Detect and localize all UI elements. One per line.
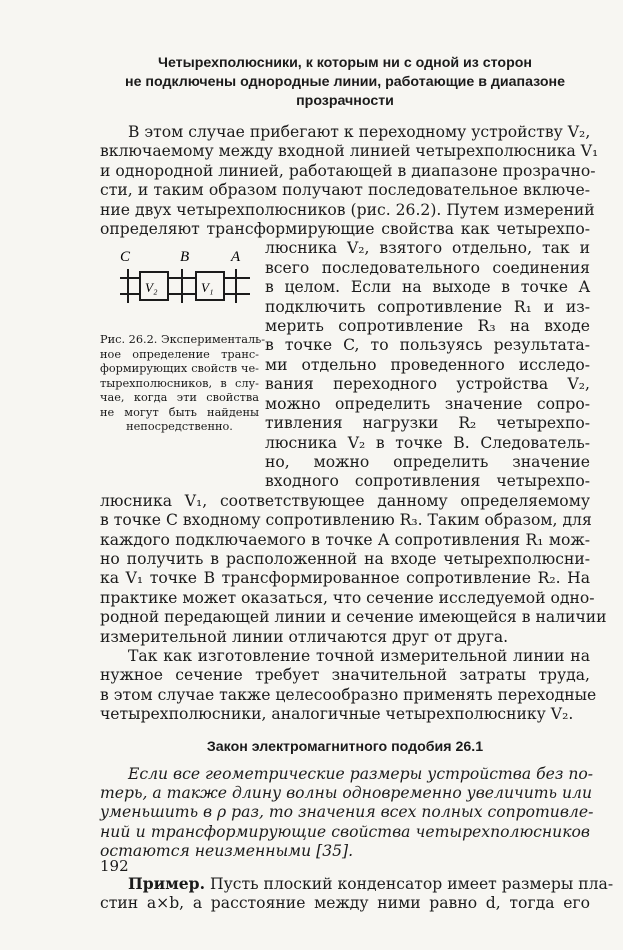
text-line: практике может оказаться, что сечение исследуемой одно-	[100, 588, 595, 607]
text-line: и однородной линией, работающей в диапазоне прозрачно-	[100, 161, 596, 180]
label-c: C	[120, 249, 131, 266]
text-line: вания переходного устройства V₂,	[265, 375, 590, 394]
label-b: B	[180, 249, 190, 266]
text-line: включаемому между входной линией четырехполюсника V₁	[100, 142, 599, 161]
text-line: Так как изготовление точной измерительной линии на	[128, 646, 590, 665]
text-line: Если все геометрические размеры устройства без по-	[128, 764, 594, 783]
figure-26-2	[100, 239, 265, 491]
text-line: в точке C, то пользуясь результата-	[265, 336, 590, 355]
label-v2: V₂	[145, 280, 158, 296]
text-line: остаются неизменными [35].	[100, 842, 354, 861]
text-line: люсника V₁, соответствующее данному определяемому	[100, 491, 590, 510]
text-line: ний и трансформирующие свойства четырехполюсников	[100, 822, 590, 841]
caption-line: тырехполюсников, в слу-	[100, 376, 259, 390]
section-heading	[100, 54, 590, 111]
text-line: сти, и таким образом получают последовательное включе-	[100, 181, 590, 200]
text-line: уменьшить в ρ раз, то значения всех полных сопротивле-	[100, 803, 594, 822]
text-line: ми отдельно проведенного исследо-	[265, 355, 590, 374]
caption-line: ное определение транс-	[100, 347, 259, 361]
example-text: Пусть плоский конденсатор имеет размеры пла-	[209, 874, 614, 893]
text-line: В этом случае прибегают к переходному устройству V₂,	[128, 123, 591, 141]
paragraph-1	[100, 123, 599, 239]
text-line: каждого подключаемого в точке A сопротивления R₁ мож-	[100, 530, 590, 549]
paragraph-1-end	[100, 491, 607, 647]
paragraph-1-wrap	[265, 239, 590, 491]
page-content	[100, 54, 614, 913]
text-line: подключить сопротивление R₁ и из-	[265, 297, 590, 316]
text-line: ние двух четырехполюсников (рис. 26.2). Путем измерений	[100, 200, 595, 219]
caption-line: не могут быть найдены	[100, 405, 259, 419]
caption-line: чае, когда эти свойства	[100, 391, 259, 405]
label-v1: V₁	[201, 280, 214, 296]
text-line: нужное сечение требует значительной затраты труда,	[100, 666, 590, 685]
wrapped-text	[265, 239, 590, 491]
circuit-diagram	[100, 239, 260, 329]
text-line	[100, 873, 614, 894]
label-a: A	[231, 249, 241, 266]
heading-line: не подключены однородные линии, работающие в диапазоне	[125, 74, 565, 90]
text-line: измерительной линии отличаются друг от друга.	[100, 627, 509, 646]
heading-line: прозрачности	[296, 93, 394, 109]
text-line: всего последовательного соединения	[265, 258, 590, 277]
example-label: Пример.	[128, 873, 205, 893]
text-line: в целом. Если на выходе в точке A	[265, 278, 590, 297]
text-line: тивления нагрузки R₂ четырехпо-	[265, 414, 590, 433]
text-line: в этом случае также целесообразно применять переходные	[100, 685, 597, 704]
heading-line: Четырехполюсники, к которым ни с одной из сторон	[157, 55, 532, 71]
text-line: ка V₁ точке B трансформированное сопротивление R₂. На	[100, 569, 590, 588]
example-paragraph	[100, 873, 614, 914]
text-line: стин a×b, а расстояние между ними равно d, тогда его	[100, 894, 590, 913]
law-statement	[100, 764, 594, 862]
text-line: люсника V₂, взятого отдельно, так и	[265, 239, 590, 258]
text-line: терь, а также длину волны одновременно увеличить или	[100, 784, 592, 802]
caption-line: непосредственно.	[126, 420, 233, 434]
text-line: входного сопротивления четырехпо-	[265, 472, 590, 491]
text-line: но, можно определить значение	[265, 452, 590, 471]
law-heading: Закон электромагнитного подобия 26.1	[206, 738, 484, 755]
text-line: четырехполюсники, аналогичные четырехполюснику V₂.	[100, 705, 574, 724]
caption-line: формирующих свойств че-	[100, 362, 259, 376]
text-line: люсника V₂ в точке B. Следователь-	[265, 433, 590, 452]
text-line: в точке C входному сопротивлению R₃. Таким образом, для	[100, 511, 592, 530]
text-line: можно определить значение сопро-	[265, 394, 590, 413]
caption-line: Рис. 26.2. Эксперименталь-	[100, 333, 266, 347]
text-line: определяют трансформирующие свойства как четырехпо-	[100, 220, 590, 239]
paragraph-2	[100, 646, 597, 725]
figure-caption	[100, 333, 265, 435]
page-number: 192	[100, 857, 129, 875]
text-line: мерить сопротивление R₃ на входе	[265, 317, 590, 336]
text-line: но получить в расположенной на входе четырехполюсни-	[100, 549, 590, 568]
figure-block	[100, 239, 590, 491]
text-line: родной передающей линии и сечение имеющейся в наличии	[100, 608, 607, 627]
